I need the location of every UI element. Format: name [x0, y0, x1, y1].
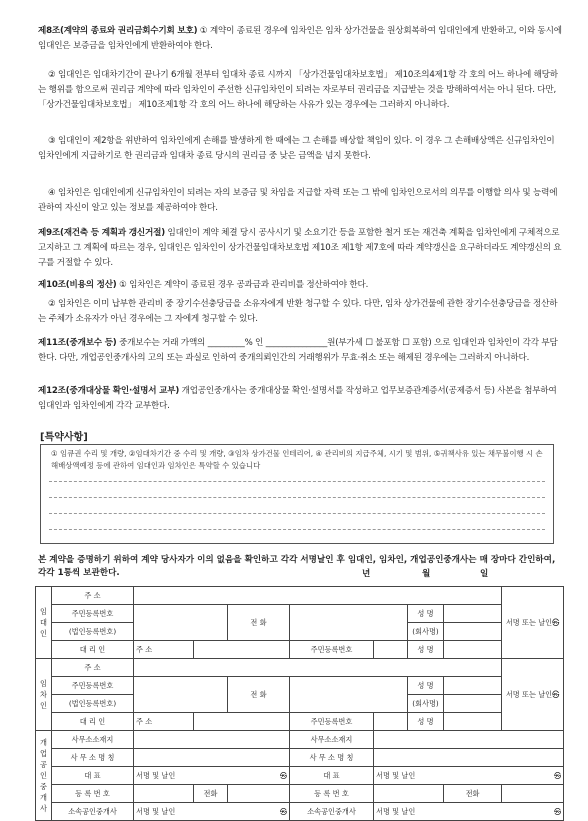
tenant-ceo-field[interactable]: [444, 695, 502, 713]
date-day-label: 일: [480, 569, 489, 579]
landlord-agent-address-field[interactable]: [194, 641, 290, 659]
tenant-agent-id-field[interactable]: [374, 713, 408, 731]
clause-10-heading: 제10조(비용의 정산): [38, 280, 117, 290]
tenant-agent-name-label: 성 명: [408, 713, 444, 731]
clause-10-p2: ② 임차인은 이미 납부한 관리비 중 장기수선충당금을 소유자에게 반환 청구할 수 있다. 다만, 임차 상가건물에 관한 장기수선충당금을 정산하는 주체가 소유자가 아닌 경우에는 그 자에게 청구할 수 있다.: [38, 299, 558, 324]
declaration-text: 본 계약을 증명하기 위하여 계약 당사자가 이의 없음을 확인하고 각각 서명날인 후 임대인, 임차인, 개업공인중개사는 매 장마다 간인하여, 각각 1통씩 보관한다.: [38, 555, 556, 578]
broker1-tel-field[interactable]: [228, 785, 290, 803]
special-terms-box[interactable]: [40, 444, 554, 544]
broker1-office-name-label: 사 무 소 명 칭: [52, 749, 134, 767]
landlord-id-field[interactable]: [134, 605, 228, 641]
broker2-tel-field[interactable]: [502, 785, 564, 803]
broker1-tel-label: 전화: [194, 785, 228, 803]
broker1-office-address-label: 사무소소재지: [52, 731, 134, 749]
clause-9: 제9조(재건축 등 계획과 갱신거절) 임대인이 계약 체결 당시 공사시기 및 소요기간 등을 포함한 철거 또는 재건축 계획을 임차인에게 구체적으로 고지하고 그 계획에 따르는 경우, 임대인은 임차인이 상가건물임대차보호법 제10조 제1항 제7호에 따라 계약갱신을 요구하더라도 계약갱신의 요구를 거절할 수 있다.: [38, 228, 562, 268]
clause-10-p1: 제10조(비용의 정산) ① 임차인은 계약이 종료된 경우 공과금과 관리비를 정산하여야 한다.: [38, 280, 369, 290]
broker2-assoc-seal: ㉿: [554, 807, 562, 816]
landlord-id-label: 주민등록번호: [52, 605, 134, 623]
tenant-phone-label: 전 화: [228, 677, 290, 713]
landlord-agent-id-field[interactable]: [374, 641, 408, 659]
landlord-address-label: 주 소: [52, 587, 134, 605]
tenant-address-label: 주 소: [52, 659, 134, 677]
special-terms-note: ① 임큐권 수리 및 개량, ②임대차기간 중 수리 및 개량, ③임차 상가건물 인테리어, ④ 관리비의 지급주체, 시기 및 범위, ⑤귀책사유 있는 채무불이행 시 손해배상액예정 등에 관하여 임대인과 임차인은 특약할 수 있습니다: [51, 449, 543, 470]
broker2-rep-sign[interactable]: 서명 및 날인 ㉿: [374, 767, 564, 785]
broker2-tel-label: 전화: [444, 785, 502, 803]
fee-amount-blank[interactable]: _______________: [265, 338, 328, 348]
tenant-ceo-label: (회사명): [408, 695, 444, 713]
broker2-office-address-field[interactable]: [374, 731, 564, 749]
broker1-rep-label: 대 표: [52, 767, 134, 785]
tenant-id-field[interactable]: [134, 677, 228, 713]
broker-label: 개업공인중개사: [36, 731, 52, 821]
landlord-agent-name-label: 성 명: [408, 641, 444, 659]
landlord-sign-stamp[interactable]: 서명 또는 날인㉿: [502, 587, 564, 659]
special-terms-line: [49, 497, 545, 498]
broker1-rep-sign[interactable]: 서명 및 날인 ㉿: [134, 767, 290, 785]
landlord-corp-label: (법인등록번호): [52, 623, 134, 641]
signature-table: [35, 586, 564, 821]
landlord-ceo-label: (회사명): [408, 623, 444, 641]
landlord-phone-field[interactable]: [290, 605, 408, 641]
broker2-rep-label: 대 표: [290, 767, 374, 785]
tenant-address-field[interactable]: [134, 659, 502, 677]
date-month-label: 월: [422, 569, 431, 579]
landlord-ceo-field[interactable]: [444, 623, 502, 641]
broker1-regno-field[interactable]: [134, 785, 194, 803]
tenant-phone-field[interactable]: [290, 677, 408, 713]
clause-12-heading: 제12조(중개대상물 확인·설명서 교부): [38, 386, 180, 396]
broker2-regno-field[interactable]: [374, 785, 444, 803]
broker1-assoc-sign[interactable]: 서명 및 날인 ㉿: [134, 803, 290, 821]
fee-rate-blank[interactable]: _________: [207, 338, 245, 348]
clause-8-p1: 제8조(계약의 종료와 권리금회수기회 보호) ① 계약이 종료된 경우에 임차인은 임차 상가건물을 원상회복하여 임대인에게 반환하고, 이와 동시에 임대인은 보증금을 임차인에게 반환하여야 한다.: [38, 26, 562, 51]
special-terms-line: [49, 481, 545, 482]
broker2-assoc-sign[interactable]: 서명 및 날인 ㉿: [374, 803, 564, 821]
landlord-agent-id-label: 주민등록번호: [290, 641, 374, 659]
landlord-name-field[interactable]: [444, 605, 502, 623]
tenant-agent-name-field[interactable]: [444, 713, 502, 731]
clause-8-p2: ② 임대인은 임대차기간이 끝나기 6개월 전부터 임대차 종료 시까지 「상가건물임대차보호법」 제10조의4제1항 각 호의 어느 하나에 해당하는 행위를 함으로써 권리금 계약에 따라 임차인이 주선한 신규임차인이 되려는 자로부터 권리금을 지급받는 것을 방해하여서는 아니 된다. 다만, 「상가건물임대차보호법」 제10조제1항 각 호의 어느 하나에 해당하는 사유가 있는 경우에는 그러하지 아니하다.: [38, 70, 558, 110]
broker2-assoc-label: 소속공인중개사: [290, 803, 374, 821]
broker2-office-name-field[interactable]: [374, 749, 564, 767]
broker1-office-name-field[interactable]: [134, 749, 290, 767]
landlord-agent-label: 대 리 인: [52, 641, 134, 659]
tenant-agent-id-label: 주민등록번호: [290, 713, 374, 731]
broker2-office-name-label: 사 무 소 명 칭: [290, 749, 374, 767]
tenant-label: 임차인: [36, 659, 52, 731]
tenant-name-label: 성 명: [408, 677, 444, 695]
landlord-agent-name-field[interactable]: [444, 641, 502, 659]
tenant-name-field[interactable]: [444, 677, 502, 695]
broker1-rep-seal: ㉿: [280, 771, 287, 780]
tenant-sign-stamp[interactable]: 서명 또는 날인㉿: [502, 659, 564, 731]
tenant-agent-address-label: 주 소: [134, 713, 194, 731]
tenant-corp-label: (법인등록번호): [52, 695, 134, 713]
clause-12: 제12조(중개대상물 확인·설명서 교부) 개업공인중개사는 중개대상물 확인·설명서를 작성하고 업무보증관계증서(공제증서 등) 사본을 첨부하여 임대인과 임차인에게 각각 교부한다.: [38, 386, 557, 411]
clause-11: 제11조(중개보수 등) 중개보수는 거래 가액의 _________% 인 _______________원(부가세 ☐ 불포함 ☐ 포함) 으로 임대인과 임차인이 각각 부담한다. 다만, 개업공인중개사의 고의 또는 과실로 인하여 중개의뢰인간의 거래행위가 무효·취소 또는 해제된 경우에는 그러하지 아니하다.: [38, 338, 558, 363]
broker1-assoc-seal: ㉿: [280, 807, 287, 816]
landlord-address-field[interactable]: [134, 587, 502, 605]
landlord-label: 임대인: [36, 587, 52, 659]
clause-8-heading: 제8조(계약의 종료와 권리금회수기회 보호): [38, 26, 198, 36]
broker1-office-address-field[interactable]: [134, 731, 290, 749]
clause-11-heading: 제11조(중개보수 등): [38, 338, 117, 348]
landlord-agent-address-label: 주 소: [134, 641, 194, 659]
special-terms-heading: [특약사항]: [40, 432, 88, 443]
broker2-rep-seal: ㉿: [554, 771, 562, 780]
clause-9-heading: 제9조(재건축 등 계획과 갱신거절): [38, 228, 165, 238]
special-terms-line: [49, 513, 545, 514]
clause-8-p3: ③ 임대인이 제2항을 위반하여 임차인에게 손해를 발생하게 한 때에는 그 손해를 배상할 책임이 있다. 이 경우 그 손해배상액은 신규임차인이 임차인에게 지급하기로 한 권리금과 임대차 종료 당시의 권리금 중 낮은 금액을 넘지 못한다.: [38, 136, 555, 161]
broker1-assoc-label: 소속공인중개사: [52, 803, 134, 821]
special-terms-line: [49, 529, 545, 530]
broker1-regno-label: 등 록 번 호: [52, 785, 134, 803]
landlord-name-label: 성 명: [408, 605, 444, 623]
broker2-regno-label: 등 록 번 호: [290, 785, 374, 803]
date-year-label: 년: [362, 569, 371, 579]
tenant-agent-label: 대 리 인: [52, 713, 134, 731]
tenant-agent-address-field[interactable]: [194, 713, 290, 731]
tenant-id-label: 주민등록번호: [52, 677, 134, 695]
broker2-office-address-label: 사무소소재지: [290, 731, 374, 749]
landlord-phone-label: 전 화: [228, 605, 290, 641]
clause-8-p4: ④ 임차인은 임대인에게 신규임차인이 되려는 자의 보증금 및 차임을 지급할 자력 또는 그 밖에 임차인으로서의 의무를 이행할 의사 및 능력에 관하여 자신이 알고 있는 정보를 제공하여야 한다.: [38, 188, 558, 213]
